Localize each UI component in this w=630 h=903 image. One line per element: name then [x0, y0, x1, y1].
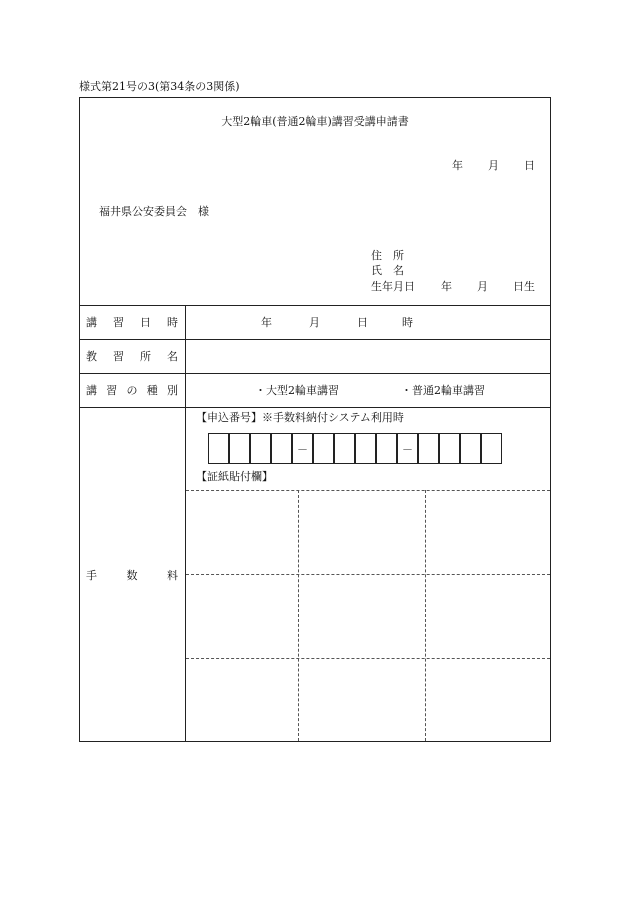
option-large-motorcycle[interactable]: ・大型2輪車講習	[255, 384, 339, 397]
school-name-row-label: 教 習 所 名	[86, 350, 178, 363]
application-number-box[interactable]	[355, 433, 376, 464]
fee-row-label: 手 数 料	[86, 569, 178, 582]
application-number-box[interactable]	[229, 433, 250, 464]
application-number-box[interactable]	[376, 433, 397, 464]
datetime-row-label: 講 習 日 時	[86, 316, 178, 329]
application-number-box[interactable]	[460, 433, 481, 464]
application-number-box[interactable]	[481, 433, 502, 464]
stamp-grid-line	[298, 490, 299, 741]
form-title: 大型2輪車(普通2輪車)講習受講申請書	[221, 115, 409, 128]
label-column-divider	[185, 305, 186, 742]
birth-year-label: 年	[441, 280, 452, 293]
row-divider	[79, 407, 551, 408]
row-divider	[79, 305, 551, 306]
datetime-month-label: 月	[309, 316, 320, 329]
option-normal-motorcycle[interactable]: ・普通2輪車講習	[401, 384, 485, 397]
addressee: 福井県公安委員会 様	[99, 205, 209, 218]
stamp-area-heading: 【証紙貼付欄】	[196, 470, 273, 483]
address-label: 住 所	[371, 249, 404, 262]
date-month-label: 月	[488, 159, 499, 172]
stamp-grid-line	[186, 574, 550, 575]
date-day-label: 日	[524, 159, 535, 172]
datetime-year-label: 年	[261, 316, 272, 329]
form-number: 様式第21号の3(第34条の3関係)	[79, 80, 240, 93]
application-number-separator: －	[292, 433, 313, 464]
date-year-label: 年	[452, 159, 463, 172]
application-number-box[interactable]	[439, 433, 460, 464]
application-number-box[interactable]	[313, 433, 334, 464]
birth-month-label: 月	[477, 280, 488, 293]
birthdate-label: 生年月日	[371, 280, 415, 293]
application-number-box[interactable]	[250, 433, 271, 464]
birth-day-label: 日生	[513, 280, 535, 293]
name-label: 氏 名	[371, 264, 404, 277]
stamp-grid-line	[186, 490, 550, 491]
row-divider	[79, 373, 551, 374]
stamp-grid-line	[425, 490, 426, 741]
application-number-box[interactable]	[418, 433, 439, 464]
row-divider	[79, 339, 551, 340]
application-number-box[interactable]	[208, 433, 229, 464]
datetime-day-label: 日	[357, 316, 368, 329]
datetime-hour-label: 時	[402, 316, 413, 329]
course-type-row-label: 講 習 の 種 別	[86, 384, 178, 397]
application-number-separator: －	[397, 433, 418, 464]
application-number-heading: 【申込番号】※手数料納付システム利用時	[196, 411, 404, 424]
application-number-box[interactable]	[271, 433, 292, 464]
stamp-grid-line	[186, 658, 550, 659]
application-number-box[interactable]	[334, 433, 355, 464]
